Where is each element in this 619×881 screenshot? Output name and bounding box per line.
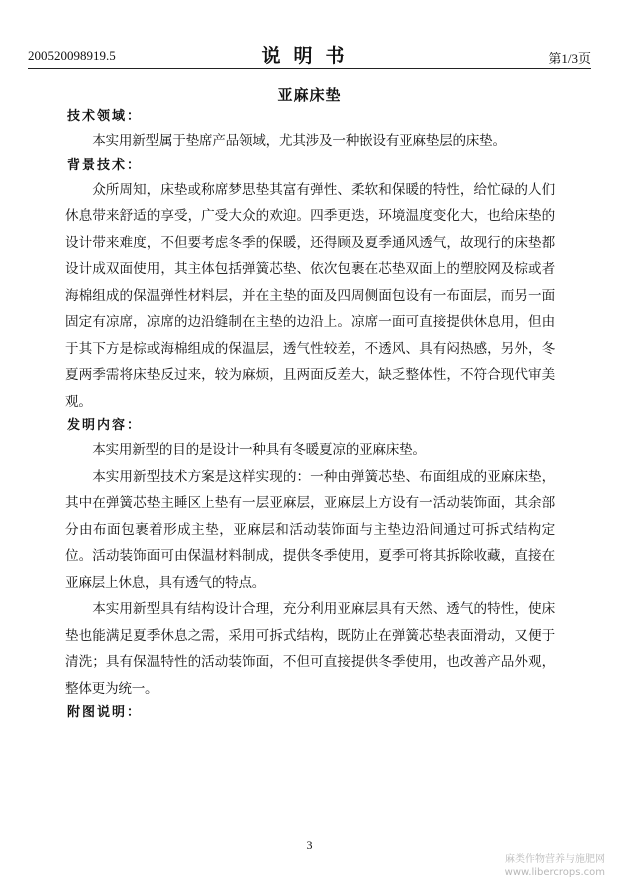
document-type: 说明书 (261, 45, 358, 67)
section-heading-background: 背景技术： (67, 157, 143, 173)
section-heading-technical-field: 技术领域： (67, 109, 143, 124)
document-title: 亚麻床垫 (277, 86, 342, 104)
document-body (65, 106, 555, 724)
paragraph: 众所周知，床垫或称席梦思垫其富有弹性、柔软和保暖的特性，给忙碌的人们休息带来舒适的享受，广受大众的欢迎。四季更迭，环境温度变化大，也给床垫的设计带来难度，不但要考虑冬季的保暖，还得顾及夏季通风透气，故现行的床垫都设计成双面使用，其主体包括弹簧芯垫、依次包裹在芯垫双面上的塑胶网及棕或者海棉组成的保温弹性材料层，并在主垫的面及四周侧面包设有一布面层，而另一面固定有凉席，凉席的边沿缝制在主垫的边沿上。凉席一面可直接提供休息用，但由于其下方是棕或海棉组成的保温层，透气性较差，不透风、具有闷热感，另外，冬夏两季需将床垫反过来，较为麻烦，且两面反差大，缺乏整体性，不符合现代审美观。 (65, 181, 555, 410)
application-number: 200520098919.5 (28, 48, 116, 63)
watermark-site-name: 麻类作物营养与施肥网 (505, 854, 605, 865)
page-header (28, 38, 591, 69)
section-heading-summary: 发明内容： (67, 418, 143, 433)
paragraph: 本实用新型的目的是设计一种具有冬暖夏凉的亚麻床垫。 (92, 442, 426, 458)
paragraph: 本实用新型属于垫席产品领域，尤其涉及一种嵌设有亚麻垫层的床垫。 (92, 133, 506, 149)
watermark-url: www.libercrops.com (504, 867, 605, 878)
paragraph: 本实用新型具有结构设计合理，充分利用亚麻层具有天然、透气的特性，使床垫也能满足夏季休息之需，采用可拆式结构，既防止在弹簧芯垫表面滑动，又便于清洗；具有保温特性的活动装饰面，不但可直接提供冬季使用，也改善产品外观，整体更为统一。 (65, 601, 555, 697)
page-count: 第1/3页 (548, 51, 591, 66)
section-heading-drawings: 附图说明： (67, 705, 143, 720)
page-number: 3 (306, 838, 313, 852)
paragraph: 本实用新型技术方案是这样实现的：一种由弹簧芯垫、布面组成的亚麻床垫，其中在弹簧芯垫主睡区上垫有一层亚麻层，亚麻层上方设有一活动装饰面，其余部分由布面包裹着形成主垫，亚麻层和活动装饰面与主垫边沿间通过可拆式结构定位。活动装饰面可由保温材料制成，提供冬季使用，夏季可将其拆除收藏，直接在亚麻层上休息，具有透气的特点。 (65, 468, 555, 591)
watermark (505, 853, 605, 879)
